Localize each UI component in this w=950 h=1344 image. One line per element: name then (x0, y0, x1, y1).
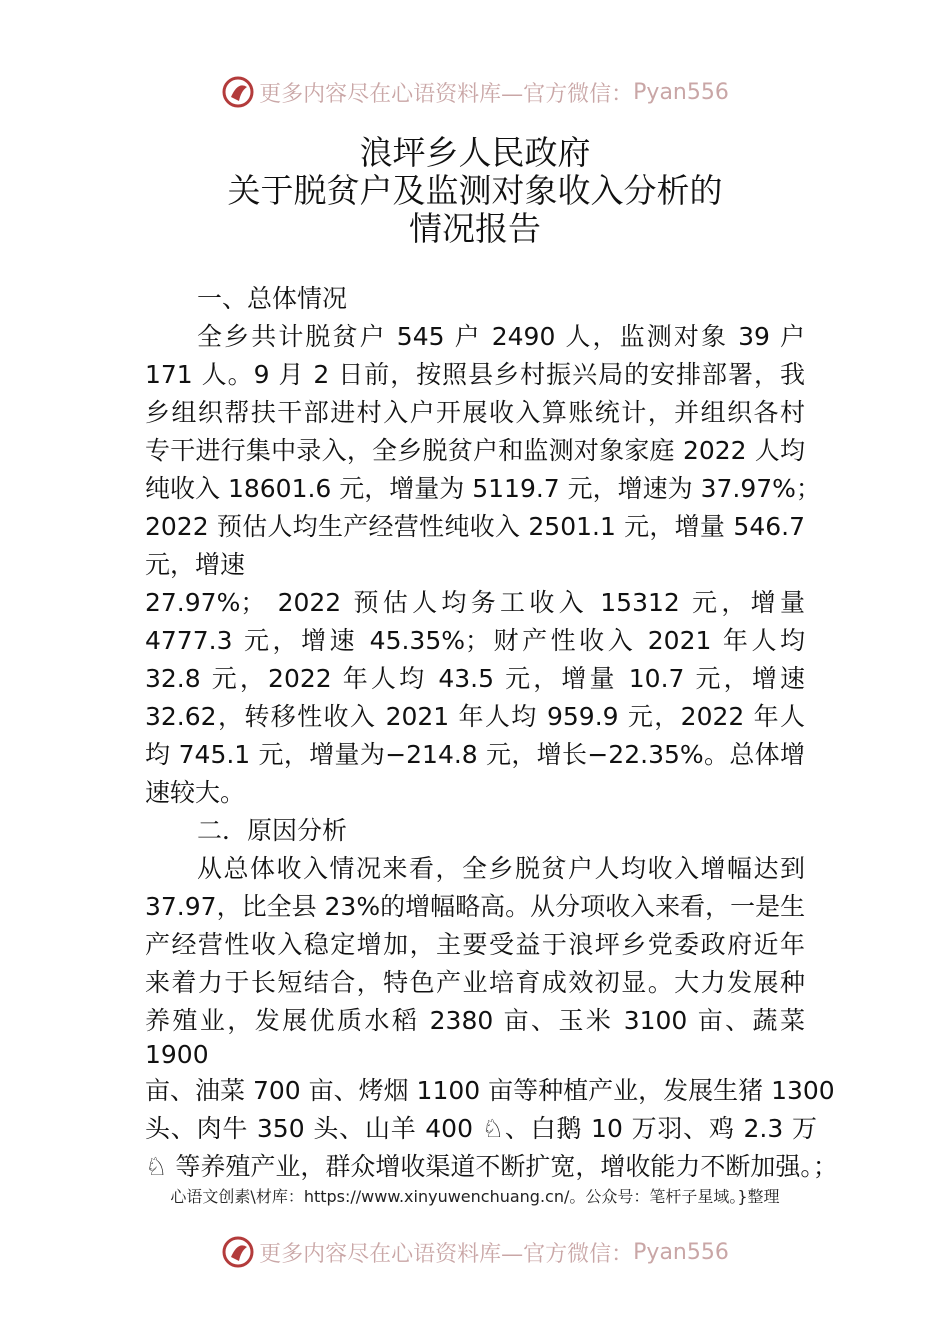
body-line: 171 人。9 月 2 日前，按照县乡村振兴局的安排部署，我 (145, 360, 805, 389)
body-line: 从总体收入情况来看，全乡脱贫户人均收入增幅达到 (197, 854, 805, 883)
body-line: 1900 (145, 1040, 209, 1069)
body-line: 头、肉牛 350 头、山羊 400 ♘、白鹅 10 万羽、鸡 2.3 万 (145, 1114, 817, 1143)
document-title (0, 134, 950, 248)
title-line: 关于脱贫户及监测对象收入分析的 (227, 171, 723, 210)
body-line: 速较大。 (145, 778, 246, 807)
section-heading: 二．原因分析 (197, 816, 348, 845)
body-line: 32.8 元，2022 年人均 43.5 元，增量 10.7 元，增速 (145, 664, 805, 693)
source-footer: 心语文创素\材库：https://www.xinyuwenchuang.cn/。公众号：笔杆子星域。}整理 (170, 1187, 780, 1206)
banner-contact: Pyan556 (633, 1239, 729, 1265)
body-line: 27.97%； 2022 预估人均务工收入 15312 元，增量 (145, 588, 805, 617)
footer-banner (0, 1232, 950, 1272)
banner-contact: Pyan556 (633, 79, 729, 105)
header-banner (0, 72, 950, 112)
title-line: 情况报告 (409, 209, 541, 248)
body-line: 纯收入 18601.6 元，增量为 5119.7 元，增速为 37.97%； (145, 474, 821, 503)
brand-logo-icon (221, 75, 255, 109)
body-line: 37.97，比全县 23%的增幅略高。从分项收入来看，一是生 (145, 892, 806, 921)
banner-text: 更多内容尽在心语资料库—官方微信： (259, 81, 634, 107)
body-line: 32.62，转移性收入 2021 年人均 959.9 元，2022 年人 (145, 702, 805, 731)
body-line: 养殖业，发展优质水稻 2380 亩、玉米 3100 亩、蔬菜 (145, 1006, 805, 1035)
body-line: 2022 预估人均生产经营性纯收入 2501.1 元，增量 546.7 (145, 512, 805, 541)
body-line: 4777.3 元，增速 45.35%；财产性收入 2021 年人均 (145, 626, 805, 655)
body-line: 乡组织帮扶干部进村入户开展收入算账统计，并组织各村 (145, 398, 805, 427)
body-line: 专干进行集中录入，全乡脱贫户和监测对象家庭 2022 人均 (145, 436, 805, 465)
body-line: 亩、油菜 700 亩、烤烟 1100 亩等种植产业，发展生猪 1300 (145, 1076, 835, 1105)
brand-logo-icon (221, 1235, 255, 1269)
body-line: 来着力于长短结合，特色产业培育成效初显。大力发展种 (145, 968, 805, 997)
body-line: 元，增速 (145, 550, 246, 579)
body-line: 全乡共计脱贫户 545 户 2490 人，监测对象 39 户 (197, 322, 805, 351)
title-line: 浪坪乡人民政府 (359, 133, 591, 172)
section-heading: 一、总体情况 (197, 284, 348, 313)
banner-text: 更多内容尽在心语资料库—官方微信： (259, 1241, 634, 1267)
body-line: 均 745.1 元，增量为−214.8 元，增长−22.35%。总体增 (145, 740, 805, 769)
body-line: ♘ 等养殖产业，群众增收渠道不断扩宽，增收能力不断加强。； (145, 1152, 838, 1181)
body-line: 产经营性收入稳定增加，主要受益于浪坪乡党委政府近年 (145, 930, 805, 959)
